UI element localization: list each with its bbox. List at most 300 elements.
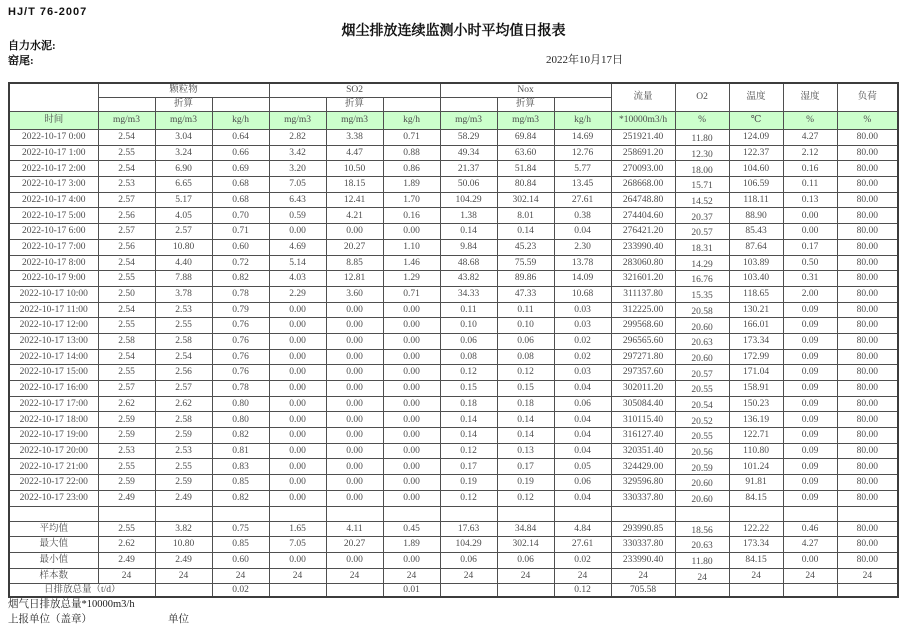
value-cell: 80.00 <box>837 177 898 193</box>
value-cell: 0.00 <box>269 396 326 412</box>
value-cell: 118.65 <box>729 286 783 302</box>
value-cell: 3.60 <box>326 286 383 302</box>
value-cell: 106.59 <box>729 177 783 193</box>
value-cell: 0.00 <box>383 333 440 349</box>
value-cell: 130.21 <box>729 302 783 318</box>
value-cell: 172.99 <box>729 349 783 365</box>
hour-row <box>9 459 898 475</box>
value-cell: 0.09 <box>783 428 837 444</box>
value-cell: 20.60 <box>675 490 729 506</box>
value-cell: 24 <box>497 568 554 584</box>
value-cell: 2.55 <box>98 271 155 287</box>
value-cell: 80.00 <box>837 537 898 553</box>
value-cell: 0.68 <box>212 177 269 193</box>
value-cell: 80.00 <box>837 145 898 161</box>
hour-row <box>9 239 898 255</box>
value-cell: 0.14 <box>440 224 497 240</box>
value-cell: 2.62 <box>155 396 212 412</box>
hour-row <box>9 490 898 506</box>
value-cell: 297271.80 <box>611 349 675 365</box>
value-cell: 103.89 <box>729 255 783 271</box>
value-cell: 103.40 <box>729 271 783 287</box>
value-cell: 0.17 <box>497 459 554 475</box>
value-cell: 104.60 <box>729 161 783 177</box>
value-cell: 0.00 <box>783 224 837 240</box>
value-cell: 0.00 <box>326 459 383 475</box>
time-cell: 2022-10-17 11:00 <box>9 302 98 318</box>
value-cell: 258691.20 <box>611 145 675 161</box>
value-cell: 6.90 <box>155 161 212 177</box>
location-label: 窑尾: <box>8 55 34 67</box>
value-cell: 0.03 <box>554 365 611 381</box>
value-cell: 122.22 <box>729 521 783 537</box>
value-cell: 24 <box>611 568 675 584</box>
value-cell: 0.19 <box>497 475 554 491</box>
value-cell: 2.59 <box>155 475 212 491</box>
value-cell: 0.02 <box>212 584 269 598</box>
table-body <box>9 130 898 598</box>
value-cell: 136.19 <box>729 412 783 428</box>
hour-row <box>9 365 898 381</box>
value-cell: 0.00 <box>383 475 440 491</box>
hour-row <box>9 412 898 428</box>
value-cell: 104.29 <box>440 192 497 208</box>
value-cell: 0.00 <box>383 490 440 506</box>
value-cell: 0.00 <box>383 224 440 240</box>
daily-total-row <box>9 584 898 598</box>
value-cell: 85.43 <box>729 224 783 240</box>
value-cell: 2.53 <box>155 302 212 318</box>
value-cell: 7.88 <box>155 271 212 287</box>
value-cell: 11.80 <box>675 130 729 146</box>
time-cell: 2022-10-17 12:00 <box>9 318 98 334</box>
value-cell: 0.12 <box>497 365 554 381</box>
value-cell: 0.09 <box>783 349 837 365</box>
value-cell: 251921.40 <box>611 130 675 146</box>
value-cell: 27.61 <box>554 537 611 553</box>
value-cell: 0.14 <box>440 428 497 444</box>
blank-cell <box>269 98 326 112</box>
value-cell: 80.00 <box>837 443 898 459</box>
value-cell: 0.17 <box>440 459 497 475</box>
value-cell: 3.78 <box>155 286 212 302</box>
report-unit-label: 上报单位（盖章） <box>8 614 92 625</box>
value-cell: 150.23 <box>729 396 783 412</box>
value-cell: 84.15 <box>729 552 783 568</box>
value-cell: 20.57 <box>675 224 729 240</box>
value-cell: 1.29 <box>383 271 440 287</box>
value-cell: 2.54 <box>98 130 155 146</box>
converted-label-nox: 折算 <box>497 98 554 112</box>
value-cell: 0.02 <box>554 552 611 568</box>
value-cell: 0.72 <box>212 255 269 271</box>
value-cell: 0.69 <box>212 161 269 177</box>
value-cell: 21.37 <box>440 161 497 177</box>
value-cell: 330337.80 <box>611 490 675 506</box>
value-cell: 4.84 <box>554 521 611 537</box>
blank-cell <box>497 506 554 521</box>
value-cell: 310115.40 <box>611 412 675 428</box>
value-cell: 80.00 <box>837 396 898 412</box>
value-cell: 2.57 <box>98 224 155 240</box>
hour-row <box>9 302 898 318</box>
value-cell <box>837 584 898 598</box>
value-cell: 20.63 <box>675 333 729 349</box>
time-cell: 2022-10-17 21:00 <box>9 459 98 475</box>
blank-cell <box>611 506 675 521</box>
value-cell: 276421.20 <box>611 224 675 240</box>
value-cell: 2.56 <box>98 208 155 224</box>
unit-cell: % <box>675 112 729 130</box>
group-nox: Nox <box>440 83 611 98</box>
value-cell: 24 <box>554 568 611 584</box>
unit-cell: mg/m3 <box>98 112 155 130</box>
value-cell: 15.71 <box>675 177 729 193</box>
value-cell: 24 <box>383 568 440 584</box>
value-cell: 330337.80 <box>611 537 675 553</box>
unit-cell: mg/m3 <box>440 112 497 130</box>
value-cell: 0.09 <box>783 333 837 349</box>
unit-cell: % <box>837 112 898 130</box>
value-cell: 6.43 <box>269 192 326 208</box>
hour-row <box>9 271 898 287</box>
table-header <box>9 83 898 130</box>
value-cell: 2.58 <box>155 412 212 428</box>
time-cell: 2022-10-17 4:00 <box>9 192 98 208</box>
value-cell: 0.00 <box>269 302 326 318</box>
value-cell: 0.18 <box>440 396 497 412</box>
unit-label: 单位 <box>168 614 189 625</box>
value-cell: 4.27 <box>783 130 837 146</box>
value-cell: 0.00 <box>326 302 383 318</box>
value-cell: 0.00 <box>326 381 383 397</box>
time-cell: 2022-10-17 13:00 <box>9 333 98 349</box>
value-cell <box>729 584 783 598</box>
blank-cell <box>675 506 729 521</box>
report-date: 2022年10月17日 <box>546 54 623 66</box>
blank-cell <box>837 506 898 521</box>
value-cell: 2.59 <box>98 428 155 444</box>
hour-row <box>9 224 898 240</box>
value-cell: 302.14 <box>497 537 554 553</box>
value-cell: 0.11 <box>497 302 554 318</box>
value-cell: 0.00 <box>783 208 837 224</box>
value-cell: 24 <box>440 568 497 584</box>
value-cell: 63.60 <box>497 145 554 161</box>
value-cell: 80.00 <box>837 349 898 365</box>
blank-cell <box>440 98 497 112</box>
value-cell: 89.86 <box>497 271 554 287</box>
value-cell: 8.85 <box>326 255 383 271</box>
value-cell: 316127.40 <box>611 428 675 444</box>
value-cell: 0.78 <box>212 286 269 302</box>
value-cell: 0.00 <box>383 381 440 397</box>
value-cell: 20.55 <box>675 381 729 397</box>
value-cell: 0.78 <box>212 381 269 397</box>
value-cell: 312225.00 <box>611 302 675 318</box>
time-cell: 2022-10-17 0:00 <box>9 130 98 146</box>
value-cell: 24 <box>269 568 326 584</box>
value-cell: 5.14 <box>269 255 326 271</box>
value-cell: 80.84 <box>497 177 554 193</box>
value-cell: 0.12 <box>440 490 497 506</box>
value-cell: 0.79 <box>212 302 269 318</box>
row-label-cell: 最小值 <box>9 552 98 568</box>
unit-cell: mg/m3 <box>269 112 326 130</box>
value-cell: 0.31 <box>783 271 837 287</box>
value-cell: 0.75 <box>212 521 269 537</box>
value-cell: 24 <box>837 568 898 584</box>
value-cell: 0.12 <box>440 365 497 381</box>
blank-cell <box>98 98 155 112</box>
value-cell: 0.19 <box>440 475 497 491</box>
value-cell <box>675 584 729 598</box>
blank-cell <box>9 506 98 521</box>
value-cell: 2.54 <box>98 161 155 177</box>
value-cell: 2.59 <box>98 412 155 428</box>
value-cell: 0.71 <box>212 224 269 240</box>
value-cell: 10.68 <box>554 286 611 302</box>
value-cell: 0.59 <box>269 208 326 224</box>
value-cell: 12.76 <box>554 145 611 161</box>
summary-row <box>9 521 898 537</box>
group-o2: O2 <box>675 83 729 112</box>
value-cell: 158.91 <box>729 381 783 397</box>
value-cell: 80.00 <box>837 286 898 302</box>
value-cell: 20.63 <box>675 537 729 553</box>
value-cell: 2.55 <box>98 365 155 381</box>
value-cell: 2.55 <box>98 459 155 475</box>
value-cell: 0.10 <box>440 318 497 334</box>
value-cell: 0.00 <box>326 396 383 412</box>
value-cell: 0.01 <box>383 584 440 598</box>
time-cell: 2022-10-17 23:00 <box>9 490 98 506</box>
value-cell: 1.38 <box>440 208 497 224</box>
time-cell: 2022-10-17 6:00 <box>9 224 98 240</box>
value-cell: 20.55 <box>675 428 729 444</box>
value-cell: 0.83 <box>212 459 269 475</box>
value-cell: 0.00 <box>326 365 383 381</box>
value-cell: 233990.40 <box>611 239 675 255</box>
value-cell: 2.56 <box>155 365 212 381</box>
unit-cell: *10000m3/h <box>611 112 675 130</box>
value-cell: 0.09 <box>783 459 837 475</box>
hour-row <box>9 475 898 491</box>
value-cell: 14.52 <box>675 192 729 208</box>
group-temp: 温度 <box>729 83 783 112</box>
value-cell: 0.64 <box>212 130 269 146</box>
value-cell: 13.78 <box>554 255 611 271</box>
value-cell: 17.63 <box>440 521 497 537</box>
group-so2: SO2 <box>269 83 440 98</box>
unit-cell: kg/h <box>212 112 269 130</box>
value-cell: 0.03 <box>554 302 611 318</box>
value-cell: 0.00 <box>326 552 383 568</box>
time-cell: 2022-10-17 16:00 <box>9 381 98 397</box>
value-cell: 51.84 <box>497 161 554 177</box>
value-cell: 80.00 <box>837 239 898 255</box>
value-cell: 0.17 <box>783 239 837 255</box>
value-cell: 20.52 <box>675 412 729 428</box>
value-cell: 24 <box>783 568 837 584</box>
value-cell: 5.77 <box>554 161 611 177</box>
value-cell: 0.00 <box>269 428 326 444</box>
value-cell: 0.00 <box>383 459 440 475</box>
value-cell: 0.80 <box>212 396 269 412</box>
value-cell: 20.58 <box>675 302 729 318</box>
value-cell: 69.84 <box>497 130 554 146</box>
value-cell: 2.56 <box>98 239 155 255</box>
value-cell: 4.69 <box>269 239 326 255</box>
value-cell: 4.03 <box>269 271 326 287</box>
blank-cell <box>729 506 783 521</box>
value-cell <box>326 584 383 598</box>
value-cell: 274404.60 <box>611 208 675 224</box>
time-cell: 2022-10-17 9:00 <box>9 271 98 287</box>
value-cell: 293990.85 <box>611 521 675 537</box>
value-cell: 305084.40 <box>611 396 675 412</box>
value-cell: 12.30 <box>675 145 729 161</box>
value-cell: 84.15 <box>729 490 783 506</box>
value-cell: 20.27 <box>326 537 383 553</box>
value-cell: 1.46 <box>383 255 440 271</box>
value-cell: 0.00 <box>269 443 326 459</box>
time-cell: 2022-10-17 2:00 <box>9 161 98 177</box>
value-cell: 104.29 <box>440 537 497 553</box>
time-cell: 2022-10-17 14:00 <box>9 349 98 365</box>
value-cell: 0.00 <box>383 349 440 365</box>
value-cell: 324429.00 <box>611 459 675 475</box>
value-cell: 20.56 <box>675 443 729 459</box>
value-cell: 118.11 <box>729 192 783 208</box>
value-cell: 0.06 <box>497 333 554 349</box>
blank-cell <box>554 98 611 112</box>
converted-label-pm: 折算 <box>155 98 212 112</box>
value-cell: 80.00 <box>837 208 898 224</box>
value-cell: 47.33 <box>497 286 554 302</box>
value-cell: 10.50 <box>326 161 383 177</box>
value-cell: 7.05 <box>269 177 326 193</box>
time-cell: 2022-10-17 1:00 <box>9 145 98 161</box>
value-cell: 268668.00 <box>611 177 675 193</box>
hour-row <box>9 177 898 193</box>
value-cell: 299568.60 <box>611 318 675 334</box>
value-cell: 0.08 <box>497 349 554 365</box>
value-cell: 0.09 <box>783 475 837 491</box>
value-cell: 2.53 <box>155 443 212 459</box>
value-cell: 283060.80 <box>611 255 675 271</box>
value-cell: 4.11 <box>326 521 383 537</box>
value-cell: 2.54 <box>98 255 155 271</box>
blank-cell <box>440 506 497 521</box>
value-cell: 24 <box>212 568 269 584</box>
hour-row <box>9 443 898 459</box>
value-cell: 3.82 <box>155 521 212 537</box>
value-cell: 0.50 <box>783 255 837 271</box>
value-cell: 0.00 <box>383 302 440 318</box>
value-cell: 0.04 <box>554 381 611 397</box>
value-cell: 0.00 <box>269 333 326 349</box>
value-cell: 0.60 <box>212 239 269 255</box>
value-cell: 302.14 <box>497 192 554 208</box>
value-cell: 80.00 <box>837 475 898 491</box>
hour-row <box>9 333 898 349</box>
value-cell: 2.57 <box>98 381 155 397</box>
value-cell: 2.58 <box>155 333 212 349</box>
value-cell: 2.30 <box>554 239 611 255</box>
value-cell: 0.14 <box>440 412 497 428</box>
value-cell: 2.49 <box>155 490 212 506</box>
time-cell: 2022-10-17 15:00 <box>9 365 98 381</box>
hour-row <box>9 208 898 224</box>
value-cell: 20.60 <box>675 349 729 365</box>
value-cell: 20.59 <box>675 459 729 475</box>
value-cell: 2.53 <box>98 443 155 459</box>
value-cell: 296565.60 <box>611 333 675 349</box>
value-cell: 173.34 <box>729 333 783 349</box>
value-cell: 0.00 <box>783 552 837 568</box>
value-cell: 0.11 <box>440 302 497 318</box>
value-cell: 0.46 <box>783 521 837 537</box>
value-cell: 7.05 <box>269 537 326 553</box>
value-cell: 0.88 <box>383 145 440 161</box>
value-cell: 80.00 <box>837 521 898 537</box>
blank-cell <box>212 506 269 521</box>
value-cell: 15.35 <box>675 286 729 302</box>
blank-cell <box>155 506 212 521</box>
value-cell: 11.80 <box>675 552 729 568</box>
value-cell: 18.31 <box>675 239 729 255</box>
time-cell: 2022-10-17 8:00 <box>9 255 98 271</box>
value-cell: 2.50 <box>98 286 155 302</box>
value-cell: 6.65 <box>155 177 212 193</box>
value-cell: 0.00 <box>269 349 326 365</box>
gas-total-label: 烟气日排放总量*10000m3/h <box>8 599 135 610</box>
value-cell: 270093.00 <box>611 161 675 177</box>
hour-row <box>9 145 898 161</box>
value-cell: 4.21 <box>326 208 383 224</box>
unit-cell: mg/m3 <box>155 112 212 130</box>
value-cell: 2.55 <box>98 521 155 537</box>
value-cell: 122.71 <box>729 428 783 444</box>
value-cell: 24 <box>98 568 155 584</box>
value-cell: 2.82 <box>269 130 326 146</box>
value-cell: 0.86 <box>383 161 440 177</box>
value-cell: 48.68 <box>440 255 497 271</box>
report-table <box>8 82 899 598</box>
value-cell: 12.41 <box>326 192 383 208</box>
value-cell: 2.49 <box>98 552 155 568</box>
value-cell: 1.65 <box>269 521 326 537</box>
time-cell: 2022-10-17 10:00 <box>9 286 98 302</box>
value-cell: 43.82 <box>440 271 497 287</box>
value-cell: 80.00 <box>837 365 898 381</box>
value-cell: 0.11 <box>783 177 837 193</box>
value-cell: 50.06 <box>440 177 497 193</box>
value-cell: 0.76 <box>212 318 269 334</box>
value-cell: 2.49 <box>155 552 212 568</box>
blank-cell <box>383 98 440 112</box>
value-cell: 0.04 <box>554 490 611 506</box>
value-cell: 4.47 <box>326 145 383 161</box>
value-cell: 80.00 <box>837 428 898 444</box>
group-pm: 颗粒物 <box>98 83 269 98</box>
value-cell: 14.29 <box>675 255 729 271</box>
value-cell: 233990.40 <box>611 552 675 568</box>
value-cell: 0.76 <box>212 365 269 381</box>
hour-row <box>9 428 898 444</box>
value-cell: 0.02 <box>554 333 611 349</box>
